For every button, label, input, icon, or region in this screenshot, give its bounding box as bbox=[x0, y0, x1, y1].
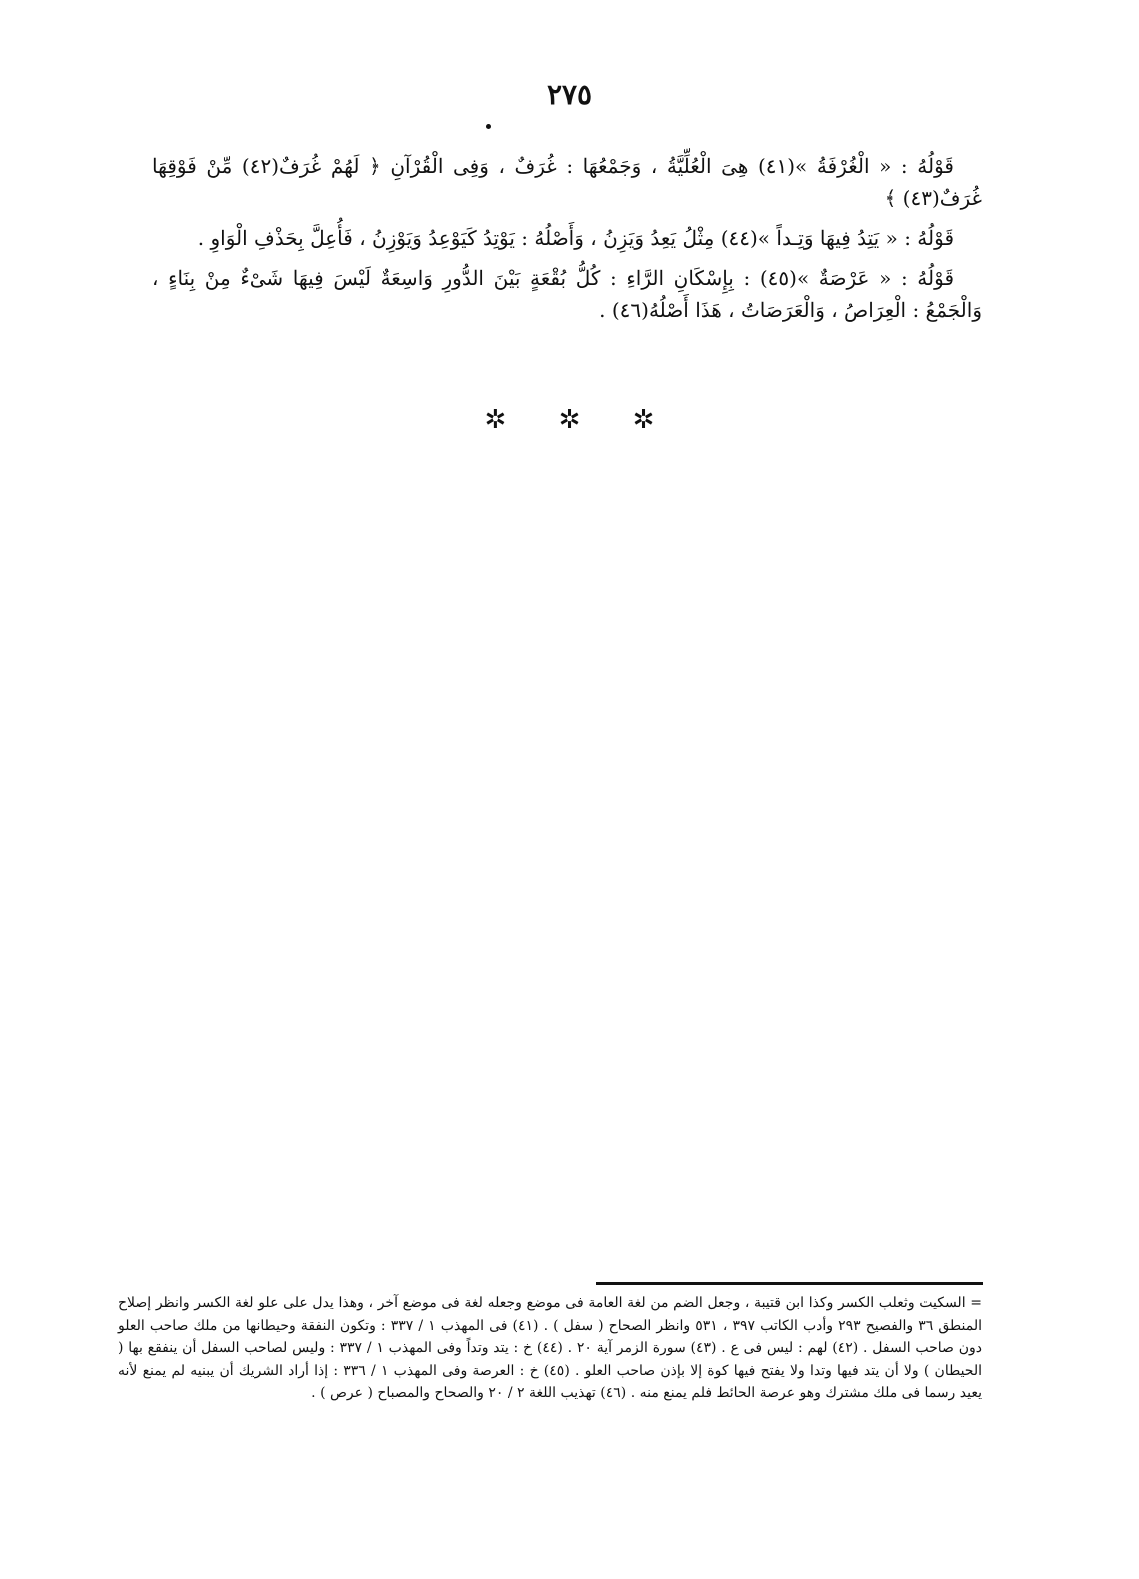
separator-star-icon: ✲ bbox=[558, 405, 581, 435]
section-separator bbox=[0, 405, 1139, 435]
footnote-divider bbox=[596, 1282, 983, 1285]
footnotes-block bbox=[118, 1292, 982, 1405]
paragraph-yatidu: قَوْلُهُ : « يَتِدُ فِيهَا وَتِـداً »(٤٤) مِثْلُ يَعِدُ وَيَزِنُ ، وَأَصْلُهُ : يَوْتِدُ كَيَوْعِدُ وَيَوْزِنُ ، فَأُعِلَّ بِحَذْفِ الْوَاوِ . bbox=[197, 226, 954, 250]
paragraph-ghurfa: قَوْلُهُ : « الْغُرْفَةُ »(٤١) هِىَ الْعُلِّيَّةُ ، وَجَمْعُهَا : غُرَفٌ ، وَفِى الْقُرْآنِ ﴿ لَهُمْ غُرَفٌ(٤٢) مِّنْ فَوْقِهَا غُرَفٌ(٤٣) ﴾ bbox=[152, 154, 982, 210]
paragraph-arsa: قَوْلُهُ : « عَرْصَةٌ »(٤٥) : بِإِسْكَانِ الرَّاءِ : كُلُّ بُقْعَةٍ بَيْنَ الدُّورِ وَاسِعَةٌ لَيْسَ فِيهَا شَىْءٌ مِنْ بِنَاءٍ ، وَالْجَمْعُ : الْعِرَاصُ ، وَالْعَرَصَاتُ ، هَذَا أَصْلُهُ(٤٦) . bbox=[152, 266, 982, 322]
separator-star-icon: ✲ bbox=[484, 405, 507, 435]
page-number: ٢٧٥ bbox=[546, 78, 593, 111]
separator-star-icon: ✲ bbox=[632, 405, 655, 435]
main-text-block bbox=[152, 150, 982, 334]
footnotes-text: = السكيت وثعلب الكسر وكذا ابن قتيبة ، وجعل الضم من لغة العامة فى موضع وجعله لغة فى موضع آخر ، وهذا يدل على علو لغة الكسر وانظر إصلاح المنطق ٣٦ والفصيح ٢٩٣ وأدب الكاتب ٣٩٧ ، ٥٣١ وانظر الصحاح ( سفل ) . (٤١) فى المهذب ١ / ٣٣٧ : وتكون النفقة وحيطانها من ملك صاحب العلو دون صاحب السفل . (٤٢) لهم : ليس فى ع . (٤٣) سورة الزمر آية ٢٠ . (٤٤) خ : يتد وتداً وفى المهذب ١ / ٣٣٧ : وليس لصاحب السفل أن ينفقع بها ( الحيطان ) ولا أن يتد فيها وتدا ولا يفتح فيها كوة إلا بإذن صاحب العلو . (٤٥) خ : العرصة وفى المهذب ١ / ٣٣٦ : إذا أراد الشريك أن يبنيه لم يمنع لأنه يعيد رسما فى ملك مشترك وهو عرصة الحائط فلم يمنع منه . (٤٦) تهذيب اللغة ٢ / ٢٠ والصحاح والمصباح ( عرص ) . bbox=[118, 1295, 983, 1401]
center-dot bbox=[486, 124, 491, 129]
